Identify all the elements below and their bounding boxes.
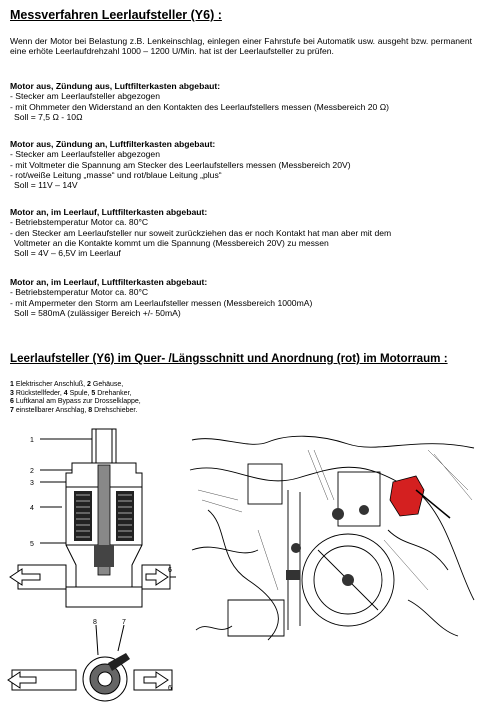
section-line: Voltmeter an die Kontakte kommt um die Spannung (Messbereich 20V) zu messen — [14, 237, 329, 248]
label-6-bottom: 6 — [168, 685, 172, 692]
section-1 — [10, 81, 476, 122]
section-line: - den Stecker am Leerlaufsteller nur soweit zurückziehen das er noch Kontakt hat man aber mit dem — [10, 227, 392, 238]
label-4: 4 — [30, 505, 34, 512]
section-4 — [10, 277, 476, 318]
intro-paragraph: Wenn der Motor bei Belastung z.B. Lenkeinschlag, einlegen einer Fahrstufe bei Automatik usw. ausgeht bzw. permanent eine erhöte Leerlaufdrehzahl 1000 – 1200 U/Min. hat ist der Leerlaufsteller zu prüfen. — [10, 36, 472, 57]
label-6-top: 6 — [168, 567, 172, 574]
section-title: Motor an, im Leerlauf, Luftfilterkasten abgebaut: — [10, 277, 208, 287]
section-title: Motor an, im Leerlauf, Luftfilterkasten abgebaut: — [10, 207, 208, 217]
section-title: Motor aus, Zündung aus, Luftfilterkasten abgebaut: — [10, 81, 221, 91]
section-line: - mit Ampermeter den Storm am Leerlaufsteller messen (Messbereich 1000mA) — [10, 297, 313, 308]
actuator-section-diagram — [0, 425, 182, 723]
section-line: - rot/weiße Leitung „masse“ und rot/blaue Leitung „plus“ — [10, 169, 222, 180]
section-line: - Betriebstemperatur Motor ca. 80°C — [10, 217, 149, 228]
section-line: Soll = 4V – 6,5V im Leerlauf — [14, 248, 121, 259]
section-line: - Stecker am Leerlaufsteller abgezogen — [10, 149, 160, 160]
engine-bay-drawing — [188, 430, 478, 642]
section-line: - mit Voltmeter die Spannung am Stecker des Leerlaufstellers messen (Messbereich 20V) — [10, 159, 351, 170]
legend-line: 3 Rückstellfeder, 4 Spule, 5 Drehanker, — [10, 389, 132, 397]
legend-line: 7 einstellbarer Anschlag, 8 Drehschieber. — [10, 407, 138, 415]
label-5: 5 — [30, 541, 34, 548]
section-line: - Stecker am Leerlaufsteller abgezogen — [10, 91, 160, 102]
label-1: 1 — [30, 437, 34, 444]
legend-line: 1 Elektrischer Anschluß, 2 Gehäuse, — [10, 381, 124, 388]
section-2 — [10, 139, 476, 190]
section-title: Motor aus, Zündung an, Luftfilterkasten abgebaut: — [10, 139, 216, 149]
legend-line: 6 Luftkanal am Bypass zur Drosselklappe, — [10, 398, 141, 406]
section-line: Soll = 11V – 14V — [14, 180, 78, 191]
figure-legend — [10, 381, 141, 416]
figure-heading: Leerlaufsteller (Y6) im Quer- /Längsschnitt und Anordnung (rot) im Motorraum : — [10, 352, 448, 365]
section-line: Soll = 580mA (zulässiger Bereich +/- 50mA) — [14, 307, 181, 318]
label-8: 8 — [93, 619, 97, 626]
section-line: - Betriebstemperatur Motor ca. 80°C — [10, 287, 149, 298]
page-title: Messverfahren Leerlaufsteller (Y6) : — [10, 8, 222, 22]
label-2: 2 — [30, 468, 34, 475]
section-line: - mit Ohmmeter den Widerstand an den Kontakten des Leerlaufstellers messen (Messbereich 20 Ω) — [10, 101, 389, 112]
label-3: 3 — [30, 480, 34, 487]
section-line: Soll = 7,5 Ω - 10Ω — [14, 111, 83, 122]
section-3 — [10, 207, 476, 258]
label-7: 7 — [122, 619, 126, 626]
